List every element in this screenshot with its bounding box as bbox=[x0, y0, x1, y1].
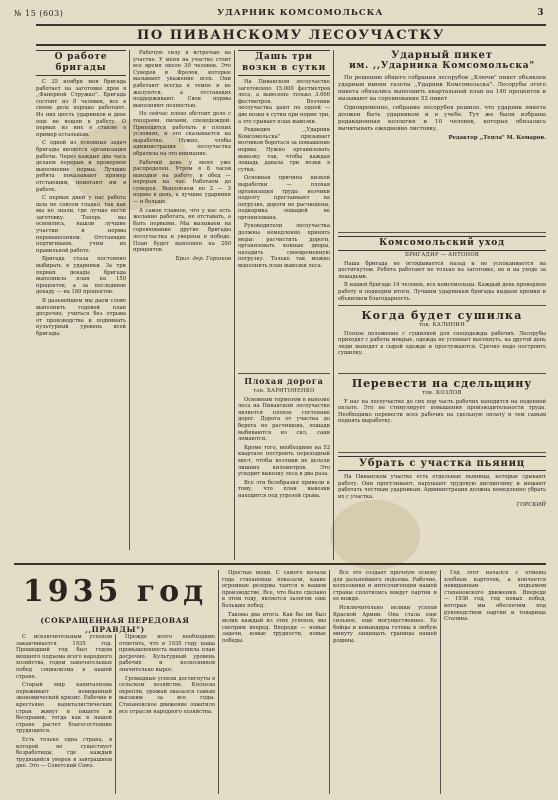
column-divider bbox=[234, 50, 235, 560]
section-divider bbox=[238, 373, 330, 374]
article-paragraph: Бригада стала постоянно выбирать в ударники. За три первых декады бригада выполнила план на 150 процентов, а за последнюю декаду — на 180 процентов. bbox=[36, 256, 126, 296]
article-1935-col4 bbox=[333, 570, 437, 794]
article-komsomol bbox=[338, 236, 546, 302]
section-banner: ПО ПИВАНСКОМУ ЛЕСОУЧАСТКУ bbox=[36, 24, 546, 46]
article-byline: тов. КАЛИНИН bbox=[418, 322, 466, 328]
article-subtitle: им. ,,Ударника Комсомольска" bbox=[349, 61, 535, 71]
article-paragraph: Громадные успехи достигнуты в сельском хозяйстве. Колхозы окрепли, урожай оказался самым высоким за все годы. Стахановское движение охватило все отрасли народного хозяйства. bbox=[119, 675, 215, 715]
article-title: Убрать с участка пьяниц bbox=[338, 456, 546, 471]
article-paragraph: Основная причина низкой выработки — плохая организация труда: возчики подолгу простаивают на погрузке, дороги не расчищены, подкормка лошадей не организована. bbox=[238, 175, 330, 221]
article-paragraph: Кроме того, необходимо на 52 квартале построить переходный мост, чтобы возчики не делали лишних километров. Это ускорит вывозку леса в два раза. bbox=[238, 444, 330, 478]
section-divider bbox=[338, 373, 546, 374]
article-paragraph: На Пиванском участке есть отдельные пьяницы, которые срывают работу. Они прогуливают, нарушают трудовую дисциплину и мешают работать честным ударникам. Администрация должна немедленно убрать их с участка. bbox=[338, 474, 546, 500]
article-byline: БРИГАДИР — АНТОНОВ bbox=[404, 252, 480, 258]
article-1935-col5 bbox=[444, 570, 546, 794]
section-divider bbox=[14, 563, 546, 565]
article-paragraph: В нашей бригаде 14 человек, все комсомольцы. Каждый день проверяем работу и подводим итоги. Лучшим ударникам бригады выдаем премии и объявляем благодарность. bbox=[338, 282, 546, 302]
article-paragraph: С 25 ноября моя бригада работает на заготовке дров в ,,Фанерной Стружке". Бригада состоит из 8 человек, все в своем деле хорошо работают. Из них шесть ударников и двое еще не вошли в работу. О первых из них я ставлю в пример остальным. bbox=[36, 79, 126, 138]
article-paragraph: У нас на лесоучастке до сих пор часть рабочих находится на поденной оплате. Это не стимулирует повышения производительности труда. Необходимо перевести всех рабочих на сдельную оплату и тем самым поднять выработку. bbox=[338, 398, 546, 425]
article-paragraph: Исключительно велики успехи Красной Армии. Она стала еще сильнее, еще могущественнее. Ее бойцы и командиры готовы в любую минуту защищать границы нашей родины. bbox=[333, 604, 437, 644]
column-divider bbox=[329, 570, 330, 794]
column-divider bbox=[440, 570, 441, 794]
article-1935-col1 bbox=[16, 634, 112, 794]
article-paragraph: Но сейчас плохо обстоит дело с топорами, пилами, спецодеждой. Приходится работать в плохих условиях, и это сказывается на выработке. Нужно, чтобы администрация лесоучастка обратила на это внимание. bbox=[133, 111, 231, 157]
article-paragraph: Простые вещи. С самого начала года стахановцы показали, какие огромные резервы таятся в нашем производстве. Все, что было сделано в этом году, является залогом еще больших побед. bbox=[222, 570, 326, 609]
article-paragraph: С исключительным успехом заканчивается 1935 год. Прошедший год был годом мощного подъема всего народного хозяйства, годом замечательных побед социализма в нашей стране. bbox=[16, 634, 112, 680]
article-paragraph: Одновременно, собрание лесорубов решило, что ударник пикета должен быть ударником и в учебе. Тут же были избраны редакционная коллегия и 10 человек, которые обязались вычитывать ежедневно листовку. bbox=[338, 105, 546, 132]
article-paragraph: Таковы два итога. Как бы ни был велик каждый из этих успехов, мы смотрим вперед. Впереди — новые задачи, новые трудности, новые победы. bbox=[222, 611, 326, 644]
article-signature: ГОРСКИЙ bbox=[516, 502, 546, 509]
article-subtitle-1935: (СОКРАЩЕННАЯ ПЕРЕДОВАЯ ,,ПРАВДЫ") bbox=[40, 616, 190, 634]
article-paragraph: Рабочий день у меня уже распределен. Утром в 8 часов выходим на работу, в обед — перерыв на час. Работаем до сумерек. Выполняем по 2 — 3 нормы в день, а лучшие ударники — и больше. bbox=[133, 159, 231, 206]
article-paragraph: На Пиванском лесоучастке заготовлено 15.000 фестметров леса, а вывезено только 3.000 фестметров. Возчики лесоучастка дают по одной — две возки в сутки при норме три, а это срывает план вывозки. bbox=[238, 79, 330, 125]
article-title: Дашь три возки в сутки bbox=[238, 50, 330, 76]
article-paragraph: А самое главное, что у нас есть желание работать, не отставать, а быть первыми. Мы вызываем на соревнование другие бригады лесоучастка и уверены в победе. План будет выполнен на 200 процентов. bbox=[133, 207, 231, 254]
article-paragraph: Прежде всего необходимо отметить, что в 1935 году наша промышленность выполнила план досрочно. Культурный уровень рабочих и колхозников значительно вырос. bbox=[119, 634, 215, 673]
article-paragraph: По решению общего собрания лесорубов ,,Ключи" пикет объявлен ударным имени газеты ,,Ударник Комсомольска". Лесорубы этого пикета обязались выполнить квартальный план на 140 процентов и вызывают на соревнование 52 пикет. bbox=[338, 75, 546, 102]
article-paragraph: Руководители лесоучастка должны немедленно принять меры: расчистить дороги, организовать конные дворы, наладить своевременную погрузку. Только так можно выполнить план вывозки леса. bbox=[238, 223, 330, 270]
article-ubrat bbox=[338, 456, 546, 560]
article-road bbox=[238, 376, 330, 560]
article-paragraph: Год этот начался с отмены хлебных карточек, а кончается невиданным подъемом стахановского движения. Впереди — 1936 год, год новых побед, которые мы обеспечим под руководством партии и товарища Сталина. bbox=[444, 570, 546, 623]
article-title: О работе бригады bbox=[36, 50, 126, 76]
article-vozki bbox=[238, 50, 330, 370]
column-divider bbox=[218, 570, 219, 794]
article-perevesti bbox=[338, 378, 546, 448]
article-paragraph: С одной из основных задач бригады является организация работы. Через каждые два часа делаем перерыв и проверяем выполнение нормы. Лучшие ребята показывают пример отстающим, помогают им в работе. bbox=[36, 140, 126, 193]
article-title: Ударный пикет bbox=[391, 50, 493, 61]
article-paragraph: Есть только одна страна, в которой не существует безработицы, где каждый трудящийся уверен в завтрашнем дне. Это — Советский Союз. bbox=[16, 736, 112, 770]
article-sushilka bbox=[338, 310, 546, 370]
article-paragraph: Рабочую силу я встречаю на участке. У меня на участке стоит все время около 30 человек. Это Суворов и Фролов, которые вызывают уважение всех. Они работают всегда в темпе и не жалуются, а отстающих поддерживают. Свои нормы выполняют полностью. bbox=[133, 50, 231, 109]
article-paragraph: Наша бригада не оглядывается назад и не успокаивается на достигнутом. Ребята работают не только на заготовке, но и на уходе за лошадьми. bbox=[338, 260, 546, 280]
column-divider bbox=[115, 634, 116, 794]
article-paragraph: С первых дней у нас работа шла не совсем гладко, так как мы не знали, где лучше вести заготовку. Теперь мы освоились, нашли лучшие участки и нормы перевыполняем. Отстающих подтягиваем, учим их правильной работе. bbox=[36, 195, 126, 254]
article-byline: тов. ХАРИТОНЕНКО bbox=[253, 388, 315, 394]
article-1935-col2 bbox=[119, 634, 215, 794]
article-title: Перевести на сдельщину bbox=[351, 378, 533, 390]
article-1935-col3 bbox=[222, 570, 326, 794]
article-paragraph: Все это создает прочную основу для дальнейшего подъема. Рабочие, колхозники и интеллигенция нашей страны сплотились вокруг партии и ее вождя. bbox=[333, 570, 437, 603]
article-byline: тов. КОЗЛОВ bbox=[422, 390, 462, 396]
article-title-1935: 1935 год bbox=[22, 574, 208, 609]
article-title: Комсомольский уход bbox=[338, 236, 546, 251]
article-paragraph: Плохое положение с сушилкой для спецодежды рабочих. Лесорубы приходят с работы мокрые, одежда не успевает высохнуть, на другой день люди выходят в сырой одежде и простужаются. Срочно надо построить сушилку. bbox=[338, 330, 546, 357]
article-workday bbox=[133, 50, 231, 558]
article-paragraph: Старый мир капитализма переживает невиданный экономический кризис. Рабочие и крестьяне капиталистических стран живут в нищете и бесправии, тогда как в нашей стране растет благосостояние трудящихся. bbox=[16, 682, 112, 735]
article-signature: Редактор ,,Тепла" М. Комаров. bbox=[448, 135, 546, 141]
section-divider bbox=[338, 452, 546, 453]
article-title: Плохая дорога bbox=[244, 376, 324, 386]
article-paragraph: Редакция ,,Ударник Комсомольска" призывает возчиков бороться за повышение нормы. Нужно организовать вывозку так, чтобы каждая лошадь давала три возки в сутки. bbox=[238, 127, 330, 173]
article-signature: Бриг. дер. Горшков bbox=[175, 255, 231, 262]
column-divider bbox=[333, 50, 334, 560]
page-number: 3 bbox=[537, 8, 544, 18]
newspaper-name: УДАРНИК КОМСОМОЛЬСКА bbox=[217, 8, 384, 18]
article-paragraph: Все эти безобразия привели к тому, что план вывозки находится под угрозой срыва. bbox=[238, 479, 330, 499]
column-divider bbox=[129, 50, 130, 550]
article-paragraph: Основным тормозом в вывозке леса на Пиванском лесоучастке является плохое состояние дорог. Дорога от участка до берега не расчищена, лошади выбиваются из сил, сани ломаются. bbox=[238, 396, 330, 443]
issue-number: № 15 (603) bbox=[14, 8, 64, 18]
article-paragraph: В дальнейшем мы даем слово выполнить годовой план досрочно, учиться без отрыва от производства и поднимать культурный уровень всей бригады. bbox=[36, 298, 126, 337]
masthead bbox=[14, 4, 544, 22]
article-title: Когда будет сушилка bbox=[361, 310, 523, 322]
article-udarny-piket bbox=[338, 50, 546, 230]
section-divider bbox=[338, 305, 546, 306]
article-brigade bbox=[36, 50, 126, 550]
section-divider bbox=[338, 232, 546, 233]
